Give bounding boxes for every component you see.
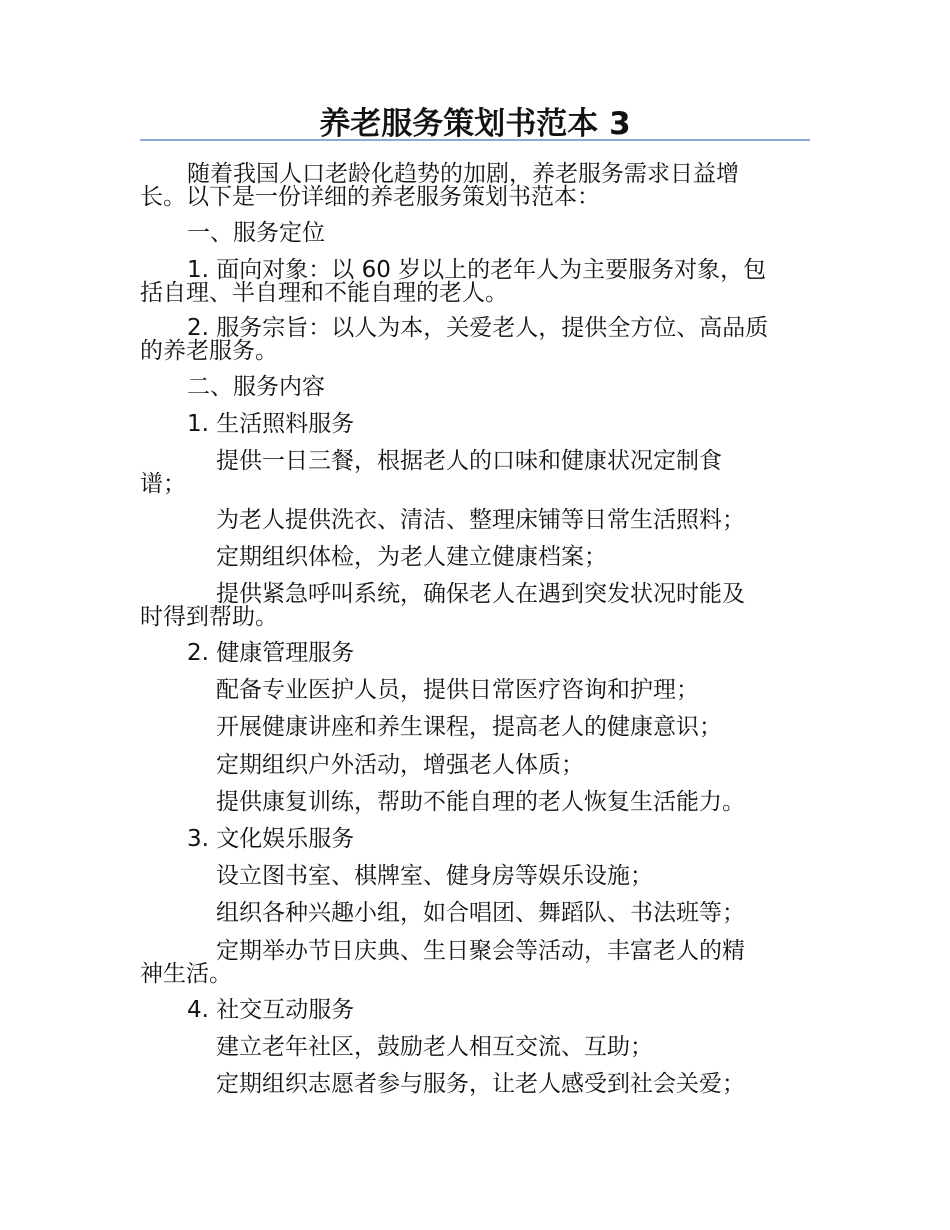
- subheading-text: 3. 文化娱乐服务: [187, 826, 355, 852]
- section-heading-positioning: [140, 222, 812, 245]
- paragraph-line: 神生活。: [140, 961, 232, 987]
- paragraph-line: 2. 服务宗旨：以人为本，关爱老人，提供全方位、高品质: [187, 315, 769, 341]
- paragraph-line: 开展健康讲座和养生课程，提高老人的健康意识；: [216, 714, 722, 740]
- paragraph-line: 随着我国人口老龄化趋势的加剧，养老服务需求日益增: [187, 161, 739, 187]
- list-item: [140, 509, 812, 532]
- paragraph-line: 长。以下是一份详细的养老服务策划书范本：: [140, 184, 600, 210]
- subheading-text: 4. 社交互动服务: [187, 997, 355, 1023]
- list-item: [140, 679, 812, 702]
- list-item: [140, 546, 812, 569]
- paragraph-service-purpose: [140, 317, 812, 363]
- paragraph-line: 定期组织体检，为老人建立健康档案；: [216, 544, 607, 570]
- section-heading-text: 一、服务定位: [187, 220, 325, 246]
- list-item: [140, 1073, 812, 1096]
- paragraph-target-audience: [140, 259, 812, 305]
- paragraph-line: 1. 面向对象：以 60 岁以上的老年人为主要服务对象，包: [187, 257, 767, 283]
- paragraph-line: 配备专业医护人员，提供日常医疗咨询和护理；: [216, 677, 699, 703]
- list-item: [140, 450, 812, 496]
- section-heading-text: 二、服务内容: [187, 374, 325, 400]
- subheading-social-interaction: [140, 999, 812, 1022]
- list-item: [140, 1036, 812, 1059]
- subheading-daily-care: [140, 413, 812, 436]
- paragraph-intro: [140, 163, 812, 209]
- list-item: [140, 865, 812, 888]
- subheading-text: 2. 健康管理服务: [187, 640, 355, 666]
- subheading-culture-entertainment: [140, 828, 812, 851]
- paragraph-line: 建立老年社区，鼓励老人相互交流、互助；: [216, 1034, 653, 1060]
- paragraph-line: 为老人提供洗衣、清洁、整理床铺等日常生活照料；: [216, 507, 745, 533]
- paragraph-line: 谱；: [140, 471, 186, 497]
- list-item: [140, 583, 812, 629]
- section-heading-content: [140, 376, 812, 399]
- paragraph-line: 设立图书室、棋牌室、健身房等娱乐设施；: [216, 863, 653, 889]
- list-item: [140, 940, 812, 986]
- paragraph-line: 提供康复训练，帮助不能自理的老人恢复生活能力。: [216, 789, 745, 815]
- subheading-text: 1. 生活照料服务: [187, 411, 355, 437]
- list-item: [140, 716, 812, 739]
- paragraph-line: 的养老服务。: [140, 338, 278, 364]
- list-item: [140, 754, 812, 777]
- paragraph-line: 提供一日三餐，根据老人的口味和健康状况定制食: [216, 448, 722, 474]
- paragraph-line: 提供紧急呼叫系统，确保老人在遇到突发状况时能及: [216, 581, 745, 607]
- document-title: 养老服务策划书范本 3: [319, 106, 631, 142]
- paragraph-line: 定期组织户外活动，增强老人体质；: [216, 752, 584, 778]
- list-item: [140, 791, 812, 814]
- paragraph-line: 时得到帮助。: [140, 604, 278, 630]
- list-item: [140, 902, 812, 925]
- title-underline: [140, 139, 810, 141]
- subheading-health-management: [140, 642, 812, 665]
- paragraph-line: 组织各种兴趣小组，如合唱团、舞蹈队、书法班等；: [216, 900, 745, 926]
- paragraph-line: 括自理、半自理和不能自理的老人。: [140, 280, 508, 306]
- paragraph-line: 定期举办节日庆典、生日聚会等活动，丰富老人的精: [216, 938, 745, 964]
- paragraph-line: 定期组织志愿者参与服务，让老人感受到社会关爱；: [216, 1071, 745, 1097]
